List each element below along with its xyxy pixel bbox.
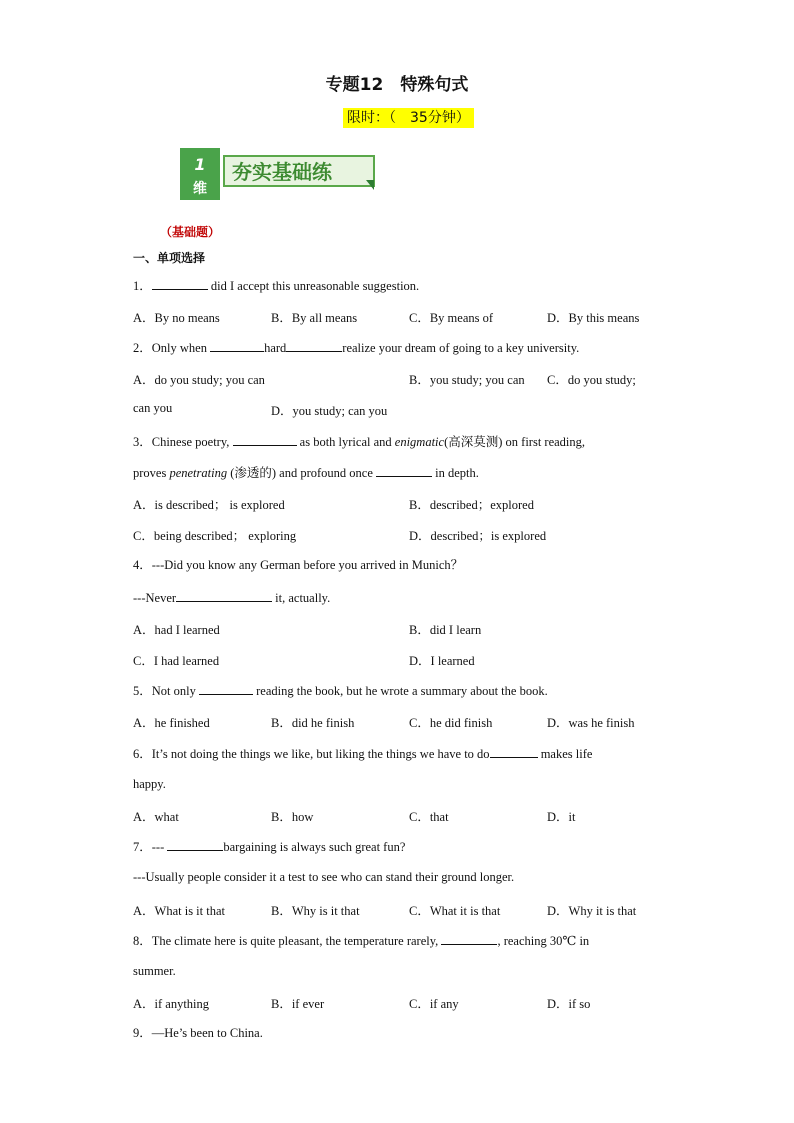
page-title: 专题12 特殊句式 [325,75,469,95]
q3-option-c: C．being described； exploring [133,529,297,543]
q2-option-c-cont: can you [133,401,173,415]
q8-option-c: C．if any [409,997,459,1011]
q4-option-a: A．had I learned [133,623,220,637]
question-3: 3．Chinese poetry, as both lyrical and enigmatic(高深莫测) on first reading, [133,435,586,449]
question-4-line-2: ---Never it, actually. [133,591,331,605]
q3-option-a: A．is described； is explored [133,498,285,512]
q8-option-b: B．if ever [271,997,325,1011]
question-6-line-2: happy. [133,777,166,791]
q6-option-c: C．that [409,810,449,824]
q5-option-a: A．he finished [133,716,210,730]
q4-option-c: C．I had learned [133,654,220,668]
sub-label: （基础题） [160,225,221,239]
banner-text: 夯实基础练 [232,160,332,184]
question-6: 6．It’s not doing the things we like, but liking the things we have to do makes life [133,747,593,761]
q8-option-d: D．if so [547,997,591,1011]
q5-option-c: C．he did finish [409,716,493,730]
question-5: 5．Not only reading the book, but he wrote a summary about the book. [133,684,548,698]
question-8-line-2: summer. [133,964,176,978]
question-2: 2．Only when hard realize your dream of going to a key university. [133,341,580,355]
time-limit-badge: 限时：（ 35分钟） [343,108,474,128]
q1-option-b: B．By all means [271,311,358,325]
question-8: 8．The climate here is quite pleasant, the temperature rarely, , reaching 30℃ in [133,934,590,948]
q5-option-b: B．did he finish [271,716,355,730]
q1-option-d: D．By this means [547,311,640,325]
banner-graphic [180,148,376,200]
q2-option-b: B．you study; you can [409,373,525,387]
q4-option-b: B．did I learn [409,623,482,637]
q7-option-c: C．What it is that [409,904,501,918]
q6-option-a: A．what [133,810,179,824]
q1-option-c: C．By means of [409,311,494,325]
q7-option-d: D．Why it is that [547,904,637,918]
q1-option-a: A．By no means [133,311,220,325]
q5-option-d: D．was he finish [547,716,635,730]
q2-option-d: D．you study; can you [271,404,388,418]
q6-option-d: D．it [547,810,576,824]
q4-option-d: D．I learned [409,654,475,668]
question-1: 1． did I accept this unreasonable suggestion. [133,279,420,293]
answer-blank [152,277,208,290]
q7-option-a: A．What is it that [133,904,225,918]
q8-option-a: A．if anything [133,997,210,1011]
banner-char: 维 [193,181,207,197]
section-banner [180,148,376,200]
question-3-line-2: proves penetrating (渗透的) and profound once in depth. [133,466,479,480]
q3-option-d: D．described；is explored [409,529,547,543]
q7-option-b: B．Why is it that [271,904,360,918]
banner-number: 1 [194,155,206,174]
q6-option-b: B．how [271,810,314,824]
question-7: 7．--- bargaining is always such great fun? [133,840,406,854]
section-heading: 一、单项选择 [133,251,206,265]
question-7-line-2: ---Usually people consider it a test to see who can stand their ground longer. [133,870,515,884]
q2-option-c: C．do you study; [547,373,636,387]
question-9: 9．—He’s been to China. [133,1026,263,1040]
q3-option-b: B．described；explored [409,498,534,512]
q2-option-a: A．do you study; you can [133,373,265,387]
question-4: 4．---Did you know any German before you arrived in Munich？ [133,558,464,572]
